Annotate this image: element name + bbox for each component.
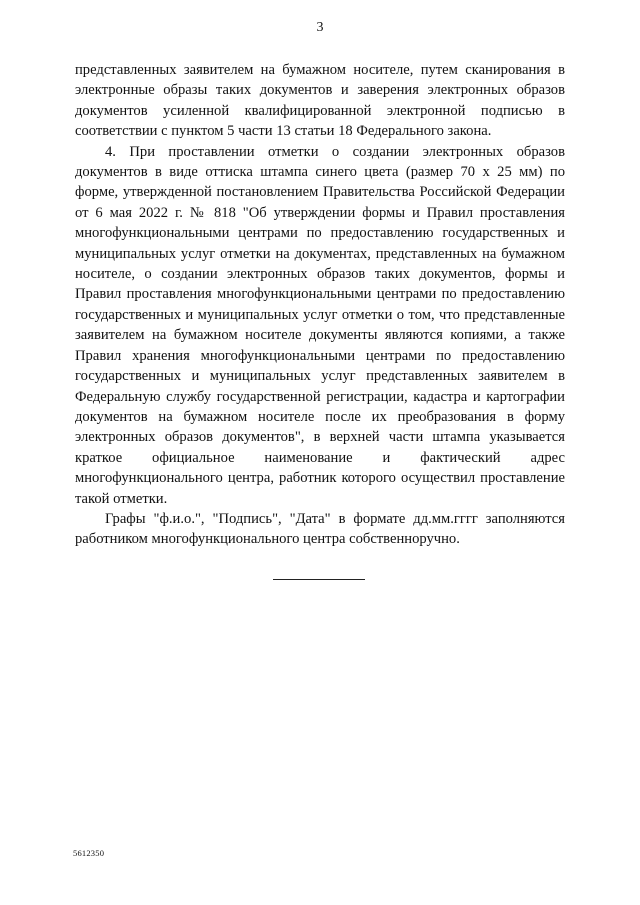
page-number: 3: [316, 20, 324, 35]
document-code: 5612350: [73, 848, 105, 858]
end-separator-line: [273, 579, 365, 580]
paragraph-fields: Графы "ф.и.о.", "Подпись", "Дата" в формате дд.мм.гггг заполняются работником многофункционального центра собственноручно.: [75, 510, 565, 548]
paragraph-item-4: 4. При проставлении отметки о создании электронных образов документов в виде оттиска штампа синего цвета (размер 70 x 25 мм) по форме, утвержденной постановлением Правительства Российской Федерации от 6 мая 2022 г. № 818 "Об утверждении формы и Правил проставления многофункциональными центрами по предоставлению государственных и муниципальных услуг отметки на документах, представленных на бумажном носителе, о создании электронных образов таких документов, формы и Правил проставления многофункциональными центрами по предоставлению государственных и муниципальных услуг отметки о том, что представленные заявителем на бумажном носителе документы являются копиями, а также Правил хранения многофункциональными центрами по предоставлению государственных и муниципальных услуг представленных заявителем в Федеральную службу государственной регистрации, кадастра и картографии документов на бумажном носителе после их преобразования в форму электронных образов документов", в верхней части штампа указывается краткое официальное наименование и фактический адрес многофункционального центра, работник которого осуществил проставление такой отметки.: [75, 143, 565, 507]
document-body: [75, 60, 565, 550]
paragraph-continuation: представленных заявителем на бумажном носителе, путем сканирования в электронные образы таких документов и заверения электронных образов документов усиленной квалифицированной электронной подписью в соответствии с пунктом 5 части 13 статьи 18 Федерального закона.: [75, 62, 565, 140]
